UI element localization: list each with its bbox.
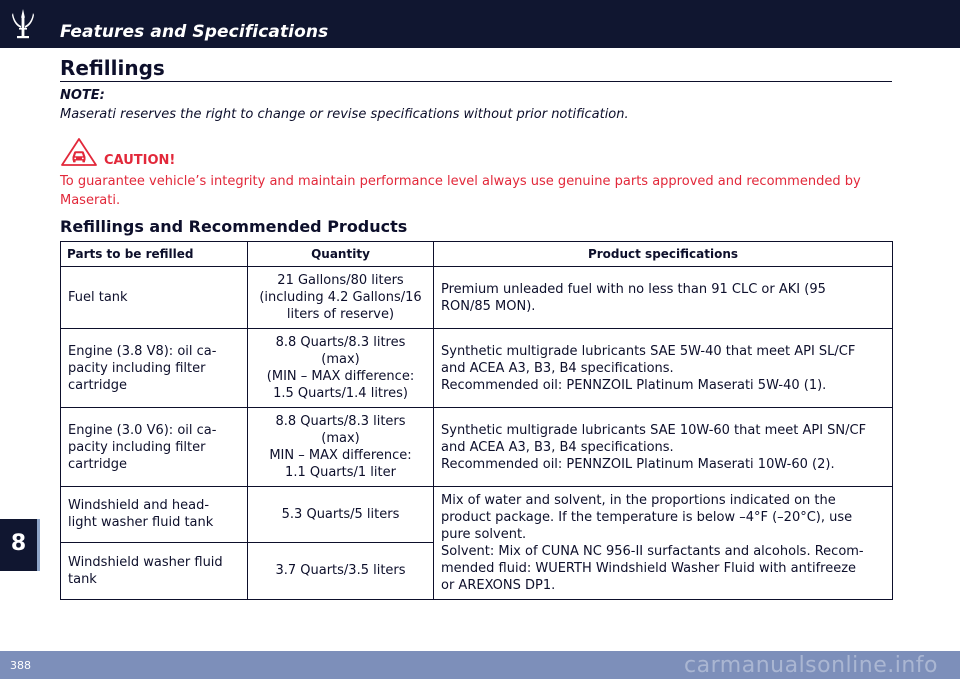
part-line: Windshield washer fluid: [68, 554, 223, 570]
page-number: 388: [10, 659, 31, 672]
spec-line: Premium unleaded fuel with no less than 91 CLC or AKI (95: [441, 281, 826, 297]
table-row: [61, 487, 893, 543]
quantity-line: liters of reserve): [286, 307, 395, 322]
quantity-cell: 5.3 Quarts/5 liters: [248, 487, 434, 543]
part-line: cartridge: [68, 377, 128, 393]
spec-line: product package. If the temperature is below –4°F (–20°C), use: [441, 510, 853, 525]
header-bar: [0, 0, 960, 48]
table-header-row: [61, 242, 893, 267]
spec-line: Synthetic multigrade lubricants SAE 10W-60 that meet API SN/CF: [441, 422, 867, 438]
quantity-line: MIN – MAX difference:: [269, 448, 412, 463]
part-line: pacity including filter: [68, 360, 206, 376]
section-divider: [60, 81, 892, 82]
quantity-cell: 3.7 Quarts/3.5 liters: [248, 542, 434, 599]
part-line: Engine (3.8 V8): oil ca-: [68, 343, 217, 359]
spec-cell: [434, 329, 893, 408]
watermark-text: carmanualsonline.info: [684, 653, 938, 678]
footer-bar: [0, 651, 960, 679]
chapter-title: Features and Specifications: [60, 22, 329, 42]
quantity-line: 8.8 Quarts/8.3 liters (max): [275, 414, 406, 446]
quantity-line: (MIN – MAX difference:: [266, 369, 415, 384]
part-cell: [61, 542, 248, 599]
quantity-line: (including 4.2 Gallons/16: [259, 290, 422, 305]
part-cell: [61, 329, 248, 408]
spec-line: mended fluid: WUERTH Windshield Washer Fluid with antifreeze: [441, 561, 857, 576]
quantity-line: 1.1 Quarts/1 liter: [285, 465, 396, 480]
car-warning-icon: [60, 137, 98, 167]
spec-line: Recommended oil: PENNZOIL Platinum Maserati 10W-60 (2).: [441, 456, 835, 472]
column-header-quantity: Quantity: [248, 242, 434, 267]
part-line: pacity including filter: [68, 439, 206, 455]
spec-line: Synthetic multigrade lubricants SAE 5W-40 that meet API SL/CF: [441, 343, 856, 359]
refillings-table: [60, 241, 893, 600]
part-line: light washer fluid tank: [68, 515, 214, 531]
part-line: Windshield and head-: [68, 498, 210, 514]
table-row: [61, 329, 893, 408]
spec-line: pure solvent.: [441, 527, 527, 542]
section-title: Refillings: [60, 56, 165, 80]
quantity-cell: [248, 408, 434, 487]
quantity-line: 1.5 Quarts/1.4 litres): [273, 386, 408, 401]
spec-line: Recommended oil: PENNZOIL Platinum Maserati 5W-40 (1).: [441, 377, 827, 393]
washer-spec-cell: [434, 487, 893, 600]
chapter-tab[interactable]: [0, 519, 40, 571]
part-cell: Fuel tank: [61, 267, 248, 329]
table-row: [61, 408, 893, 487]
part-line: Engine (3.0 V6): oil ca-: [68, 422, 217, 438]
spec-line: and ACEA A3, B3, B4 specifications.: [441, 360, 674, 376]
caution-text: To guarantee vehicle’s integrity and maintain performance level always use genuine parts approved and recommended by Maserati.: [60, 174, 861, 208]
quantity-line: 21 Gallons/80 liters: [277, 273, 404, 288]
spec-line: and ACEA A3, B3, B4 specifications.: [441, 439, 674, 455]
part-cell: [61, 487, 248, 543]
spec-cell: [434, 267, 893, 329]
part-line: cartridge: [68, 456, 128, 472]
spec-cell: [434, 408, 893, 487]
caution-label: CAUTION!: [104, 153, 176, 168]
spec-line: Solvent: Mix of CUNA NC 956-II surfactants and alcohols. Recom-: [441, 544, 864, 559]
trident-logo-icon: [6, 6, 40, 42]
spec-line: or AREXONS DP1.: [441, 578, 556, 593]
quantity-cell: [248, 329, 434, 408]
note-text: Maserati reserves the right to change or revise specifications without prior notification.: [60, 107, 629, 122]
chapter-number: 8: [10, 531, 27, 556]
quantity-line: 8.8 Quarts/8.3 litres (max): [275, 335, 406, 367]
note-label: NOTE:: [60, 88, 105, 103]
column-header-specifications: Product specifications: [434, 242, 893, 267]
subsection-title: Refillings and Recommended Products: [60, 217, 408, 236]
spec-line: RON/85 MON).: [441, 298, 536, 314]
column-header-parts: Parts to be refilled: [61, 242, 248, 267]
part-line: tank: [68, 571, 97, 587]
part-cell: [61, 408, 248, 487]
spec-line: Mix of water and solvent, in the proportions indicated on the: [441, 493, 836, 508]
table-row: [61, 267, 893, 329]
quantity-cell: [248, 267, 434, 329]
